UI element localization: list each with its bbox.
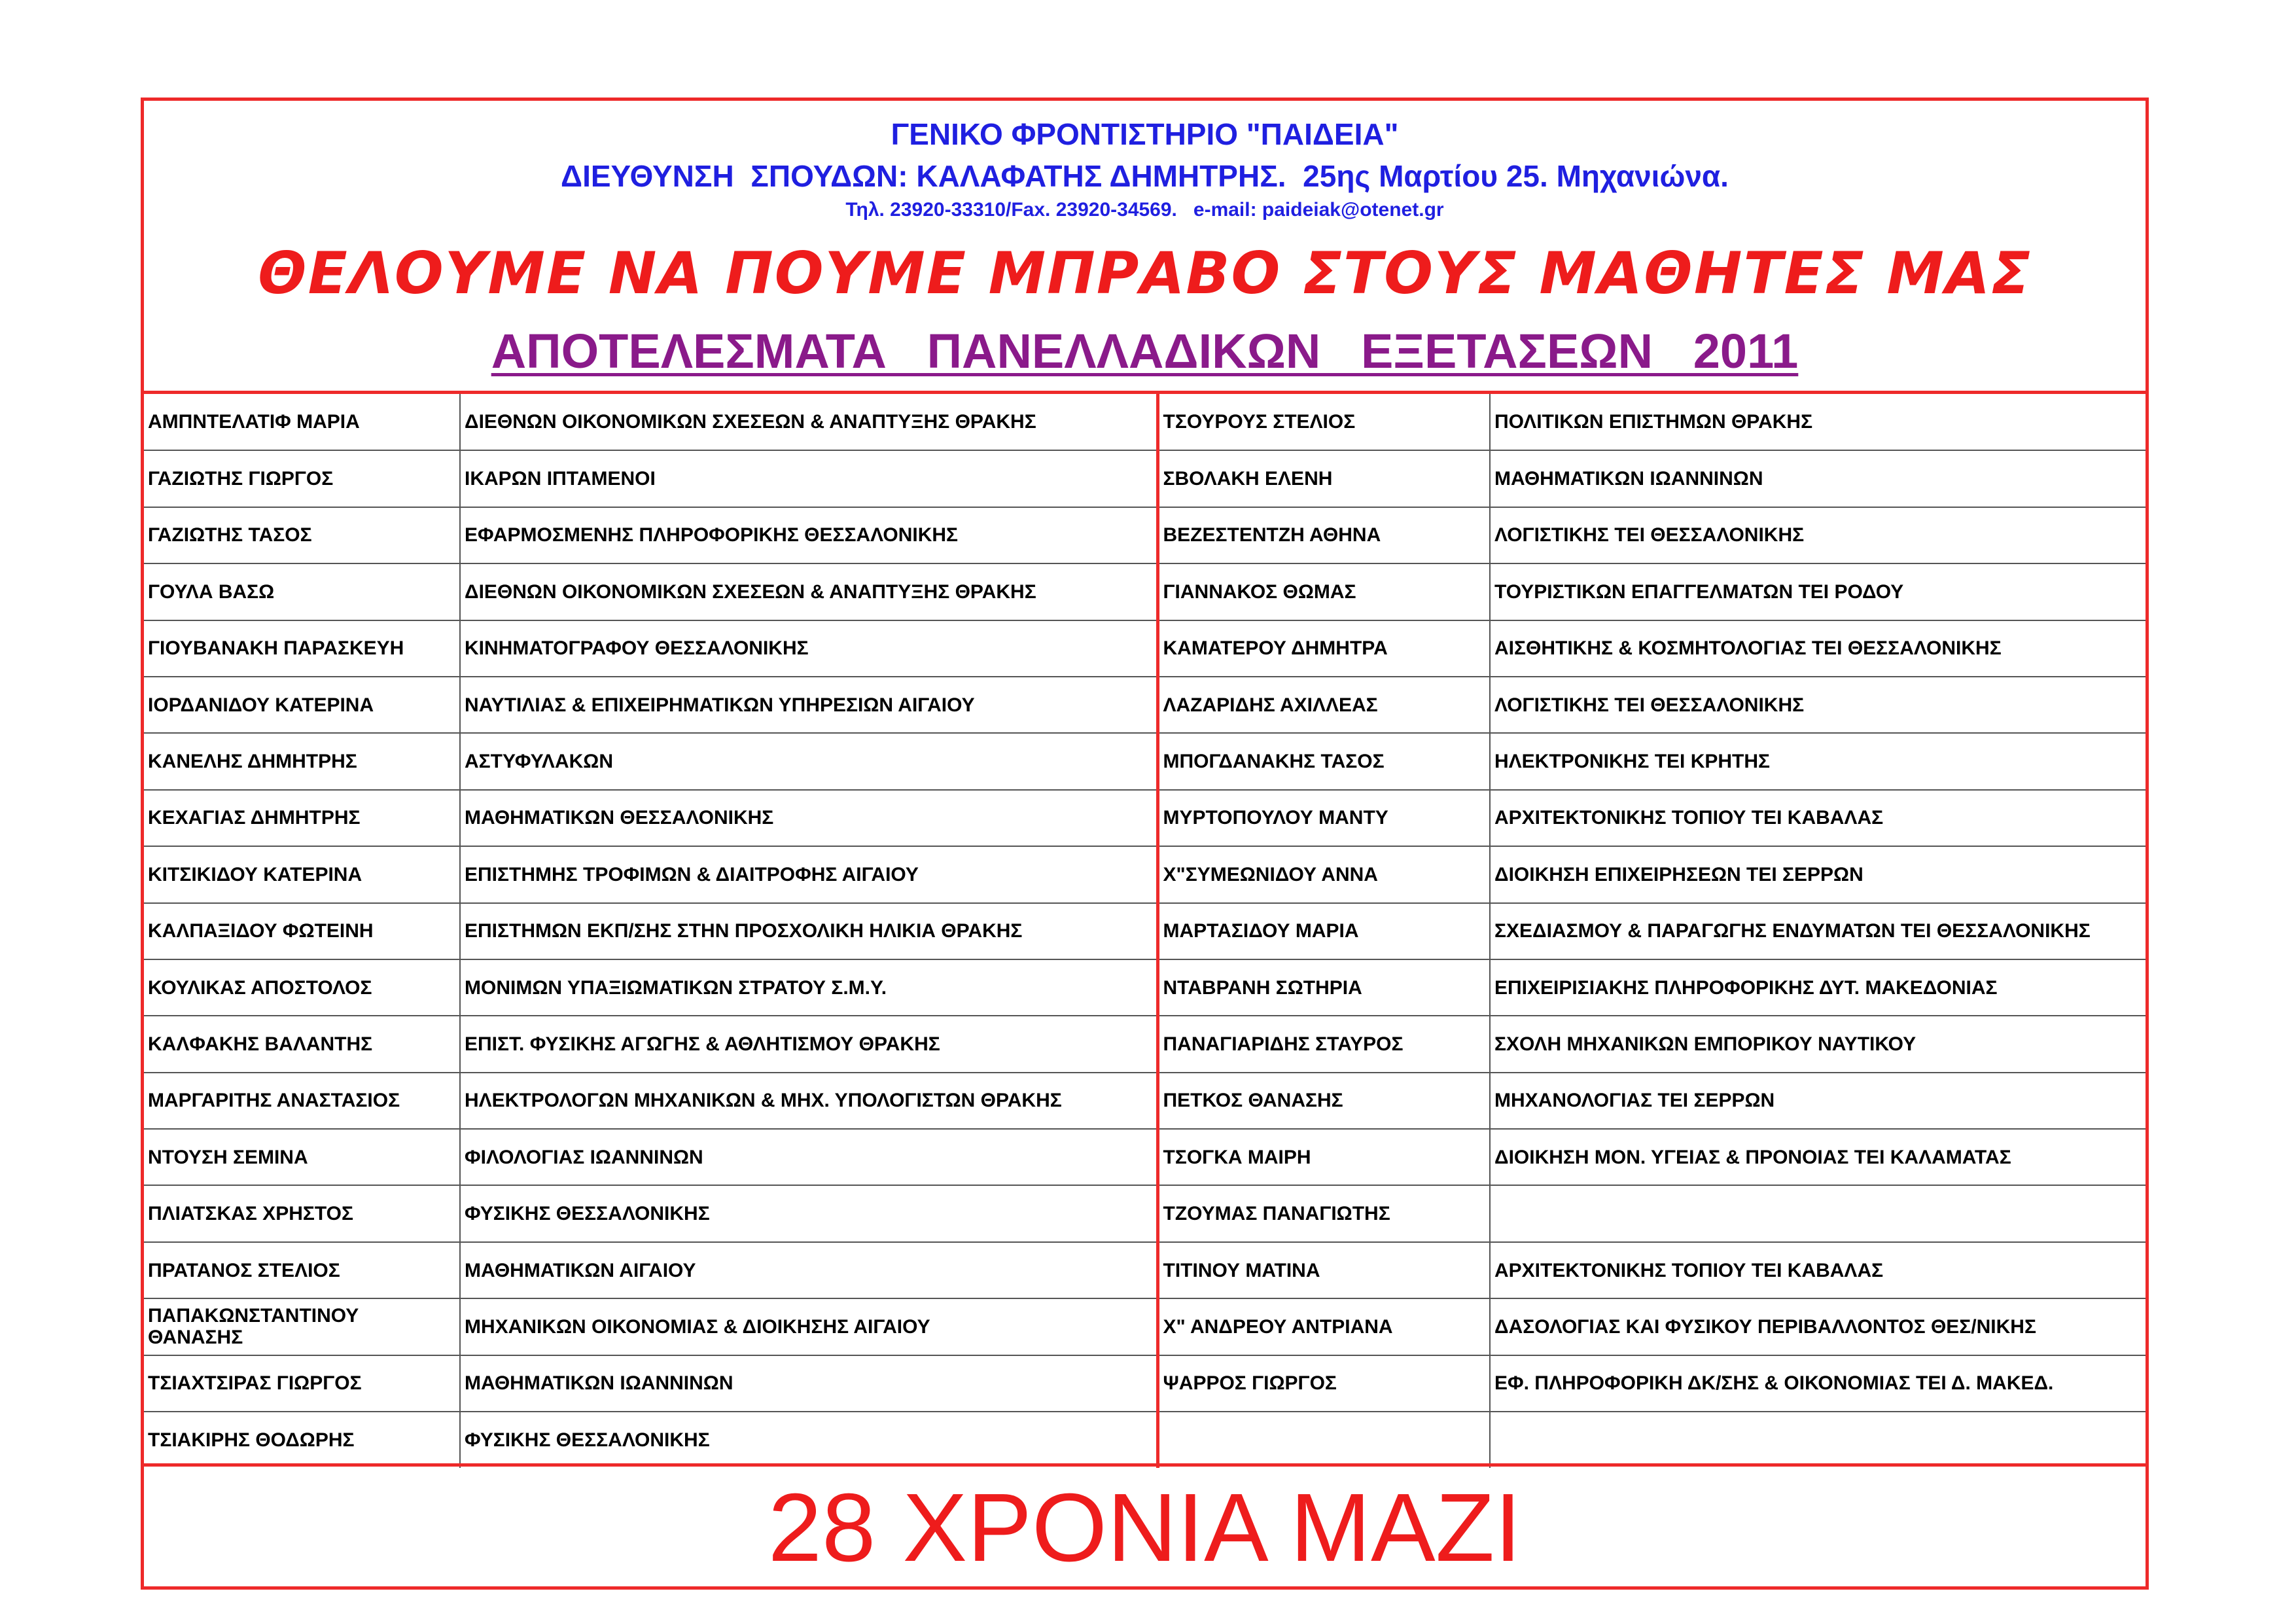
school-cell: ΕΠΙΣΤΗΜΩΝ ΕΚΠ/ΣΗΣ ΣΤΗΝ ΠΡΟΣΧΟΛΙΚΗ ΗΛΙΚΙΑ ΘΡΑΚΗΣ — [460, 903, 1157, 959]
table-row — [144, 507, 2146, 563]
student-name-cell: ΙΟΡΔΑΝΙΔΟΥ ΚΑΤΕΡΙΝΑ — [144, 677, 460, 733]
school-cell: ΗΛΕΚΤΡΟΛΟΓΩΝ ΜΗΧΑΝΙΚΩΝ & ΜΗΧ. ΥΠΟΛΟΓΙΣΤΩΝ ΘΡΑΚΗΣ — [460, 1073, 1157, 1129]
table-row — [144, 1355, 2146, 1412]
student-name-cell: ΚΑΛΦΑΚΗΣ ΒΑΛΑΝΤΗΣ — [144, 1016, 460, 1072]
school-cell: ΑΙΣΘΗΤΙΚΗΣ & ΚΟΣΜΗΤΟΛΟΓΙΑΣ ΤΕΙ ΘΕΣΣΑΛΟΝΙΚΗΣ — [1490, 620, 2146, 677]
school-cell: ΣΧΕΔΙΑΣΜΟΥ & ΠΑΡΑΓΩΓΗΣ ΕΝΔΥΜΑΤΩΝ ΤΕΙ ΘΕΣΣΑΛΟΝΙΚΗΣ — [1490, 903, 2146, 959]
school-cell: ΔΑΣΟΛΟΓΙΑΣ ΚΑΙ ΦΥΣΙΚΟΥ ΠΕΡΙΒΑΛΛΟΝΤΟΣ ΘΕΣ/ΝΙΚΗΣ — [1490, 1298, 2146, 1355]
table-row — [144, 733, 2146, 789]
school-cell: ΛΟΓΙΣΤΙΚΗΣ ΤΕΙ ΘΕΣΣΑΛΟΝΙΚΗΣ — [1490, 507, 2146, 563]
school-cell: ΑΡΧΙΤΕΚΤΟΝΙΚΗΣ ΤΟΠΙΟΥ ΤΕΙ ΚΑΒΑΛΑΣ — [1490, 1242, 2146, 1298]
results-table-body — [144, 394, 2146, 1468]
table-row — [144, 903, 2146, 959]
student-name-cell: ΜΑΡΤΑΣΙΔΟΥ ΜΑΡΙΑ — [1157, 903, 1490, 959]
table-row — [144, 1242, 2146, 1298]
student-name-cell: ΠΛΙΑΤΣΚΑΣ ΧΡΗΣΤΟΣ — [144, 1185, 460, 1241]
table-row — [144, 394, 2146, 450]
student-name-cell: ΝΤΟΥΣΗ ΣΕΜΙΝΑ — [144, 1129, 460, 1185]
table-row — [144, 1129, 2146, 1185]
table-row — [144, 1412, 2146, 1468]
results-title-wrap — [144, 324, 2146, 378]
student-name-cell: ΤΙΤΙΝΟΥ ΜΑΤΙΝΑ — [1157, 1242, 1490, 1298]
poster-footer — [144, 1463, 2146, 1586]
student-name-cell: ΤΣΟΓΚΑ ΜΑΙΡΗ — [1157, 1129, 1490, 1185]
student-name-cell: ΓΙΟΥΒΑΝΑΚΗ ΠΑΡΑΣΚΕΥΗ — [144, 620, 460, 677]
school-cell: ΦΥΣΙΚΗΣ ΘΕΣΣΑΛΟΝΙΚΗΣ — [460, 1185, 1157, 1241]
school-cell — [1490, 1185, 2146, 1241]
student-name-cell: ΝΤΑΒΡΑΝΗ ΣΩΤΗΡΙΑ — [1157, 959, 1490, 1016]
student-name-cell: ΠΡΑΤΑΝΟΣ ΣΤΕΛΙΟΣ — [144, 1242, 460, 1298]
director-address: ΔΙΕΥΘΥΝΣΗ ΣΠΟΥΔΩΝ: ΚΑΛΑΦΑΤΗΣ ΔΗΜΗΤΡΗΣ. 25ης Μαρτίου 25. Μηχανιώνα. — [561, 159, 1729, 193]
student-name-cell: ΨΑΡΡΟΣ ΓΙΩΡΓΟΣ — [1157, 1355, 1490, 1412]
school-cell: ΕΦ. ΠΛΗΡΟΦΟΡΙΚΗ ΔΚ/ΣΗΣ & ΟΙΚΟΝΟΜΙΑΣ ΤΕΙ Δ. ΜΑΚΕΔ. — [1490, 1355, 2146, 1412]
student-name-cell: ΓΑΖΙΩΤΗΣ ΤΑΣΟΣ — [144, 507, 460, 563]
table-row — [144, 1298, 2146, 1355]
school-cell: ΕΠΙΣΤΗΜΗΣ ΤΡΟΦΙΜΩΝ & ΔΙΑΙΤΡΟΦΗΣ ΑΙΓΑΙΟΥ — [460, 846, 1157, 902]
school-cell: ΑΡΧΙΤΕΚΤΟΝΙΚΗΣ ΤΟΠΙΟΥ ΤΕΙ ΚΑΒΑΛΑΣ — [1490, 790, 2146, 846]
student-name-cell: ΤΣΟΥΡΟΥΣ ΣΤΕΛΙΟΣ — [1157, 394, 1490, 450]
student-name-cell: ΠΕΤΚΟΣ ΘΑΝΑΣΗΣ — [1157, 1073, 1490, 1129]
student-name-cell: Χ"ΣΥΜΕΩΝΙΔΟΥ ΑΝΝΑ — [1157, 846, 1490, 902]
footer-slogan: 28 ΧΡΟΝΙΑ ΜΑΖΙ — [768, 1474, 1522, 1582]
bravo-heading: ΘΕΛΟΥΜΕ ΝΑ ΠΟΥΜΕ ΜΠΡΑΒΟ ΣΤΟΥΣ ΜΑΘΗΤΕΣ ΜΑΣ — [257, 240, 2032, 307]
table-row — [144, 677, 2146, 733]
school-cell: ΜΟΝΙΜΩΝ ΥΠΑΞΙΩΜΑΤΙΚΩΝ ΣΤΡΑΤΟΥ Σ.Μ.Υ. — [460, 959, 1157, 1016]
student-name-cell: ΚΑΛΠΑΞΙΔΟΥ ΦΩΤΕΙΝΗ — [144, 903, 460, 959]
student-name-cell: ΒΕΖΕΣΤΕΝΤΖΗ ΑΘΗΝΑ — [1157, 507, 1490, 563]
results-title: ΑΠΟΤΕΛΕΣΜΑΤΑ ΠΑΝΕΛΛΑΔΙΚΩΝ ΕΞΕΤΑΣΕΩΝ 2011 — [491, 324, 1799, 378]
school-cell: ΜΑΘΗΜΑΤΙΚΩΝ ΘΕΣΣΑΛΟΝΙΚΗΣ — [460, 790, 1157, 846]
student-name-cell: Χ" ΑΝΔΡΕΟΥ ΑΝΤΡΙΑΝΑ — [1157, 1298, 1490, 1355]
student-name-cell: ΓΟΥΛΑ ΒΑΣΩ — [144, 563, 460, 620]
student-name-cell: ΚΙΤΣΙΚΙΔΟΥ ΚΑΤΕΡΙΝΑ — [144, 846, 460, 902]
student-name-cell: ΤΣΙΑΚΙΡΗΣ ΘΟΔΩΡΗΣ — [144, 1412, 460, 1468]
table-row — [144, 1016, 2146, 1072]
table-row — [144, 1073, 2146, 1129]
table-row — [144, 959, 2146, 1016]
school-cell: ΛΟΓΙΣΤΙΚΗΣ ΤΕΙ ΘΕΣΣΑΛΟΝΙΚΗΣ — [1490, 677, 2146, 733]
table-row — [144, 563, 2146, 620]
table-row — [144, 1185, 2146, 1241]
student-name-cell: ΚΟΥΛΙΚΑΣ ΑΠΟΣΤΟΛΟΣ — [144, 959, 460, 1016]
school-cell: ΔΙΟΙΚΗΣΗ ΜΟΝ. ΥΓΕΙΑΣ & ΠΡΟΝΟΙΑΣ ΤΕΙ ΚΑΛΑΜΑΤΑΣ — [1490, 1129, 2146, 1185]
student-name-cell: ΣΒΟΛΑΚΗ ΕΛΕΝΗ — [1157, 450, 1490, 507]
student-name-cell — [1157, 1412, 1490, 1468]
student-name-cell: ΚΑΜΑΤΕΡΟΥ ΔΗΜΗΤΡΑ — [1157, 620, 1490, 677]
school-cell: ΜΗΧΑΝΟΛΟΓΙΑΣ ΤΕΙ ΣΕΡΡΩΝ — [1490, 1073, 2146, 1129]
contact-info: Τηλ. 23920-33310/Fax. 23920-34569. e-mail: paideiak@otenet.gr — [845, 199, 1444, 221]
school-cell: ΝΑΥΤΙΛΙΑΣ & ΕΠΙΧΕΙΡΗΜΑΤΙΚΩΝ ΥΠΗΡΕΣΙΩΝ ΑΙΓΑΙΟΥ — [460, 677, 1157, 733]
school-cell: ΜΑΘΗΜΑΤΙΚΩΝ ΑΙΓΑΙΟΥ — [460, 1242, 1157, 1298]
school-cell: ΑΣΤΥΦΥΛΑΚΩΝ — [460, 733, 1157, 789]
student-name-cell: ΚΑΝΕΛΗΣ ΔΗΜΗΤΡΗΣ — [144, 733, 460, 789]
school-cell: ΔΙΕΘΝΩΝ ΟΙΚΟΝΟΜΙΚΩΝ ΣΧΕΣΕΩΝ & ΑΝΑΠΤΥΞΗΣ ΘΡΑΚΗΣ — [460, 394, 1157, 450]
poster-header — [144, 101, 2146, 394]
table-row — [144, 620, 2146, 677]
school-name: ΓΕΝΙΚΟ ΦΡΟΝΤΙΣΤΗΡΙΟ "ΠΑΙΔΕΙΑ" — [891, 117, 1399, 151]
student-name-cell: ΑΜΠΝΤΕΛΑΤΙΦ ΜΑΡΙΑ — [144, 394, 460, 450]
student-name-cell: ΠΑΝΑΓΙΑΡΙΔΗΣ ΣΤΑΥΡΟΣ — [1157, 1016, 1490, 1072]
student-name-cell: ΛΑΖΑΡΙΔΗΣ ΑΧΙΛΛΕΑΣ — [1157, 677, 1490, 733]
table-row — [144, 790, 2146, 846]
school-cell: ΗΛΕΚΤΡΟΝΙΚΗΣ ΤΕΙ ΚΡΗΤΗΣ — [1490, 733, 2146, 789]
student-name-cell: ΓΙΑΝΝΑΚΟΣ ΘΩΜΑΣ — [1157, 563, 1490, 620]
school-cell: ΦΙΛΟΛΟΓΙΑΣ ΙΩΑΝΝΙΝΩΝ — [460, 1129, 1157, 1185]
school-cell: ΜΑΘΗΜΑΤΙΚΩΝ ΙΩΑΝΝΙΝΩΝ — [460, 1355, 1157, 1412]
school-cell: ΤΟΥΡΙΣΤΙΚΩΝ ΕΠΑΓΓΕΛΜΑΤΩΝ ΤΕΙ ΡΟΔΟΥ — [1490, 563, 2146, 620]
student-name-cell: ΚΕΧΑΓΙΑΣ ΔΗΜΗΤΡΗΣ — [144, 790, 460, 846]
school-cell: ΕΠΙΧΕΙΡΙΣΙΑΚΗΣ ΠΛΗΡΟΦΟΡΙΚΗΣ ΔΥΤ. ΜΑΚΕΔΟΝΙΑΣ — [1490, 959, 2146, 1016]
student-name-cell: ΠΑΠΑΚΩΝΣΤΑΝΤΙΝΟΥ ΘΑΝΑΣΗΣ — [144, 1298, 460, 1355]
school-cell: ΣΧΟΛΗ ΜΗΧΑΝΙΚΩΝ ΕΜΠΟΡΙΚΟΥ ΝΑΥΤΙΚΟΥ — [1490, 1016, 2146, 1072]
student-name-cell: ΤΣΙΑΧΤΣΙΡΑΣ ΓΙΩΡΓΟΣ — [144, 1355, 460, 1412]
student-name-cell: ΜΑΡΓΑΡΙΤΗΣ ΑΝΑΣΤΑΣΙΟΣ — [144, 1073, 460, 1129]
school-cell: ΜΗΧΑΝΙΚΩΝ ΟΙΚΟΝΟΜΙΑΣ & ΔΙΟΙΚΗΣΗΣ ΑΙΓΑΙΟΥ — [460, 1298, 1157, 1355]
school-cell: ΔΙΕΘΝΩΝ ΟΙΚΟΝΟΜΙΚΩΝ ΣΧΕΣΕΩΝ & ΑΝΑΠΤΥΞΗΣ ΘΡΑΚΗΣ — [460, 563, 1157, 620]
table-row — [144, 846, 2146, 902]
school-cell: ΦΥΣΙΚΗΣ ΘΕΣΣΑΛΟΝΙΚΗΣ — [460, 1412, 1157, 1468]
student-name-cell: ΓΑΖΙΩΤΗΣ ΓΙΩΡΓΟΣ — [144, 450, 460, 507]
school-cell: ΜΑΘΗΜΑΤΙΚΩΝ ΙΩΑΝΝΙΝΩΝ — [1490, 450, 2146, 507]
student-name-cell: ΜΠΟΓΔΑΝΑΚΗΣ ΤΑΣΟΣ — [1157, 733, 1490, 789]
school-cell — [1490, 1412, 2146, 1468]
table-row — [144, 450, 2146, 507]
school-cell: ΠΟΛΙΤΙΚΩΝ ΕΠΙΣΤΗΜΩΝ ΘΡΑΚΗΣ — [1490, 394, 2146, 450]
school-cell: ΕΦΑΡΜΟΣΜΕΝΗΣ ΠΛΗΡΟΦΟΡΙΚΗΣ ΘΕΣΣΑΛΟΝΙΚΗΣ — [460, 507, 1157, 563]
school-cell: ΚΙΝΗΜΑΤΟΓΡΑΦΟΥ ΘΕΣΣΑΛΟΝΙΚΗΣ — [460, 620, 1157, 677]
results-poster — [141, 98, 2149, 1590]
student-name-cell: ΜΥΡΤΟΠΟΥΛΟΥ ΜΑΝΤΥ — [1157, 790, 1490, 846]
results-table — [144, 394, 2146, 1468]
school-cell: ΔΙΟΙΚΗΣΗ ΕΠΙΧΕΙΡΗΣΕΩΝ ΤΕΙ ΣΕΡΡΩΝ — [1490, 846, 2146, 902]
student-name-cell: ΤΖΟΥΜΑΣ ΠΑΝΑΓΙΩΤΗΣ — [1157, 1185, 1490, 1241]
school-cell: ΕΠΙΣΤ. ΦΥΣΙΚΗΣ ΑΓΩΓΗΣ & ΑΘΛΗΤΙΣΜΟΥ ΘΡΑΚΗΣ — [460, 1016, 1157, 1072]
school-cell: ΙΚΑΡΩΝ ΙΠΤΑΜΕΝΟΙ — [460, 450, 1157, 507]
